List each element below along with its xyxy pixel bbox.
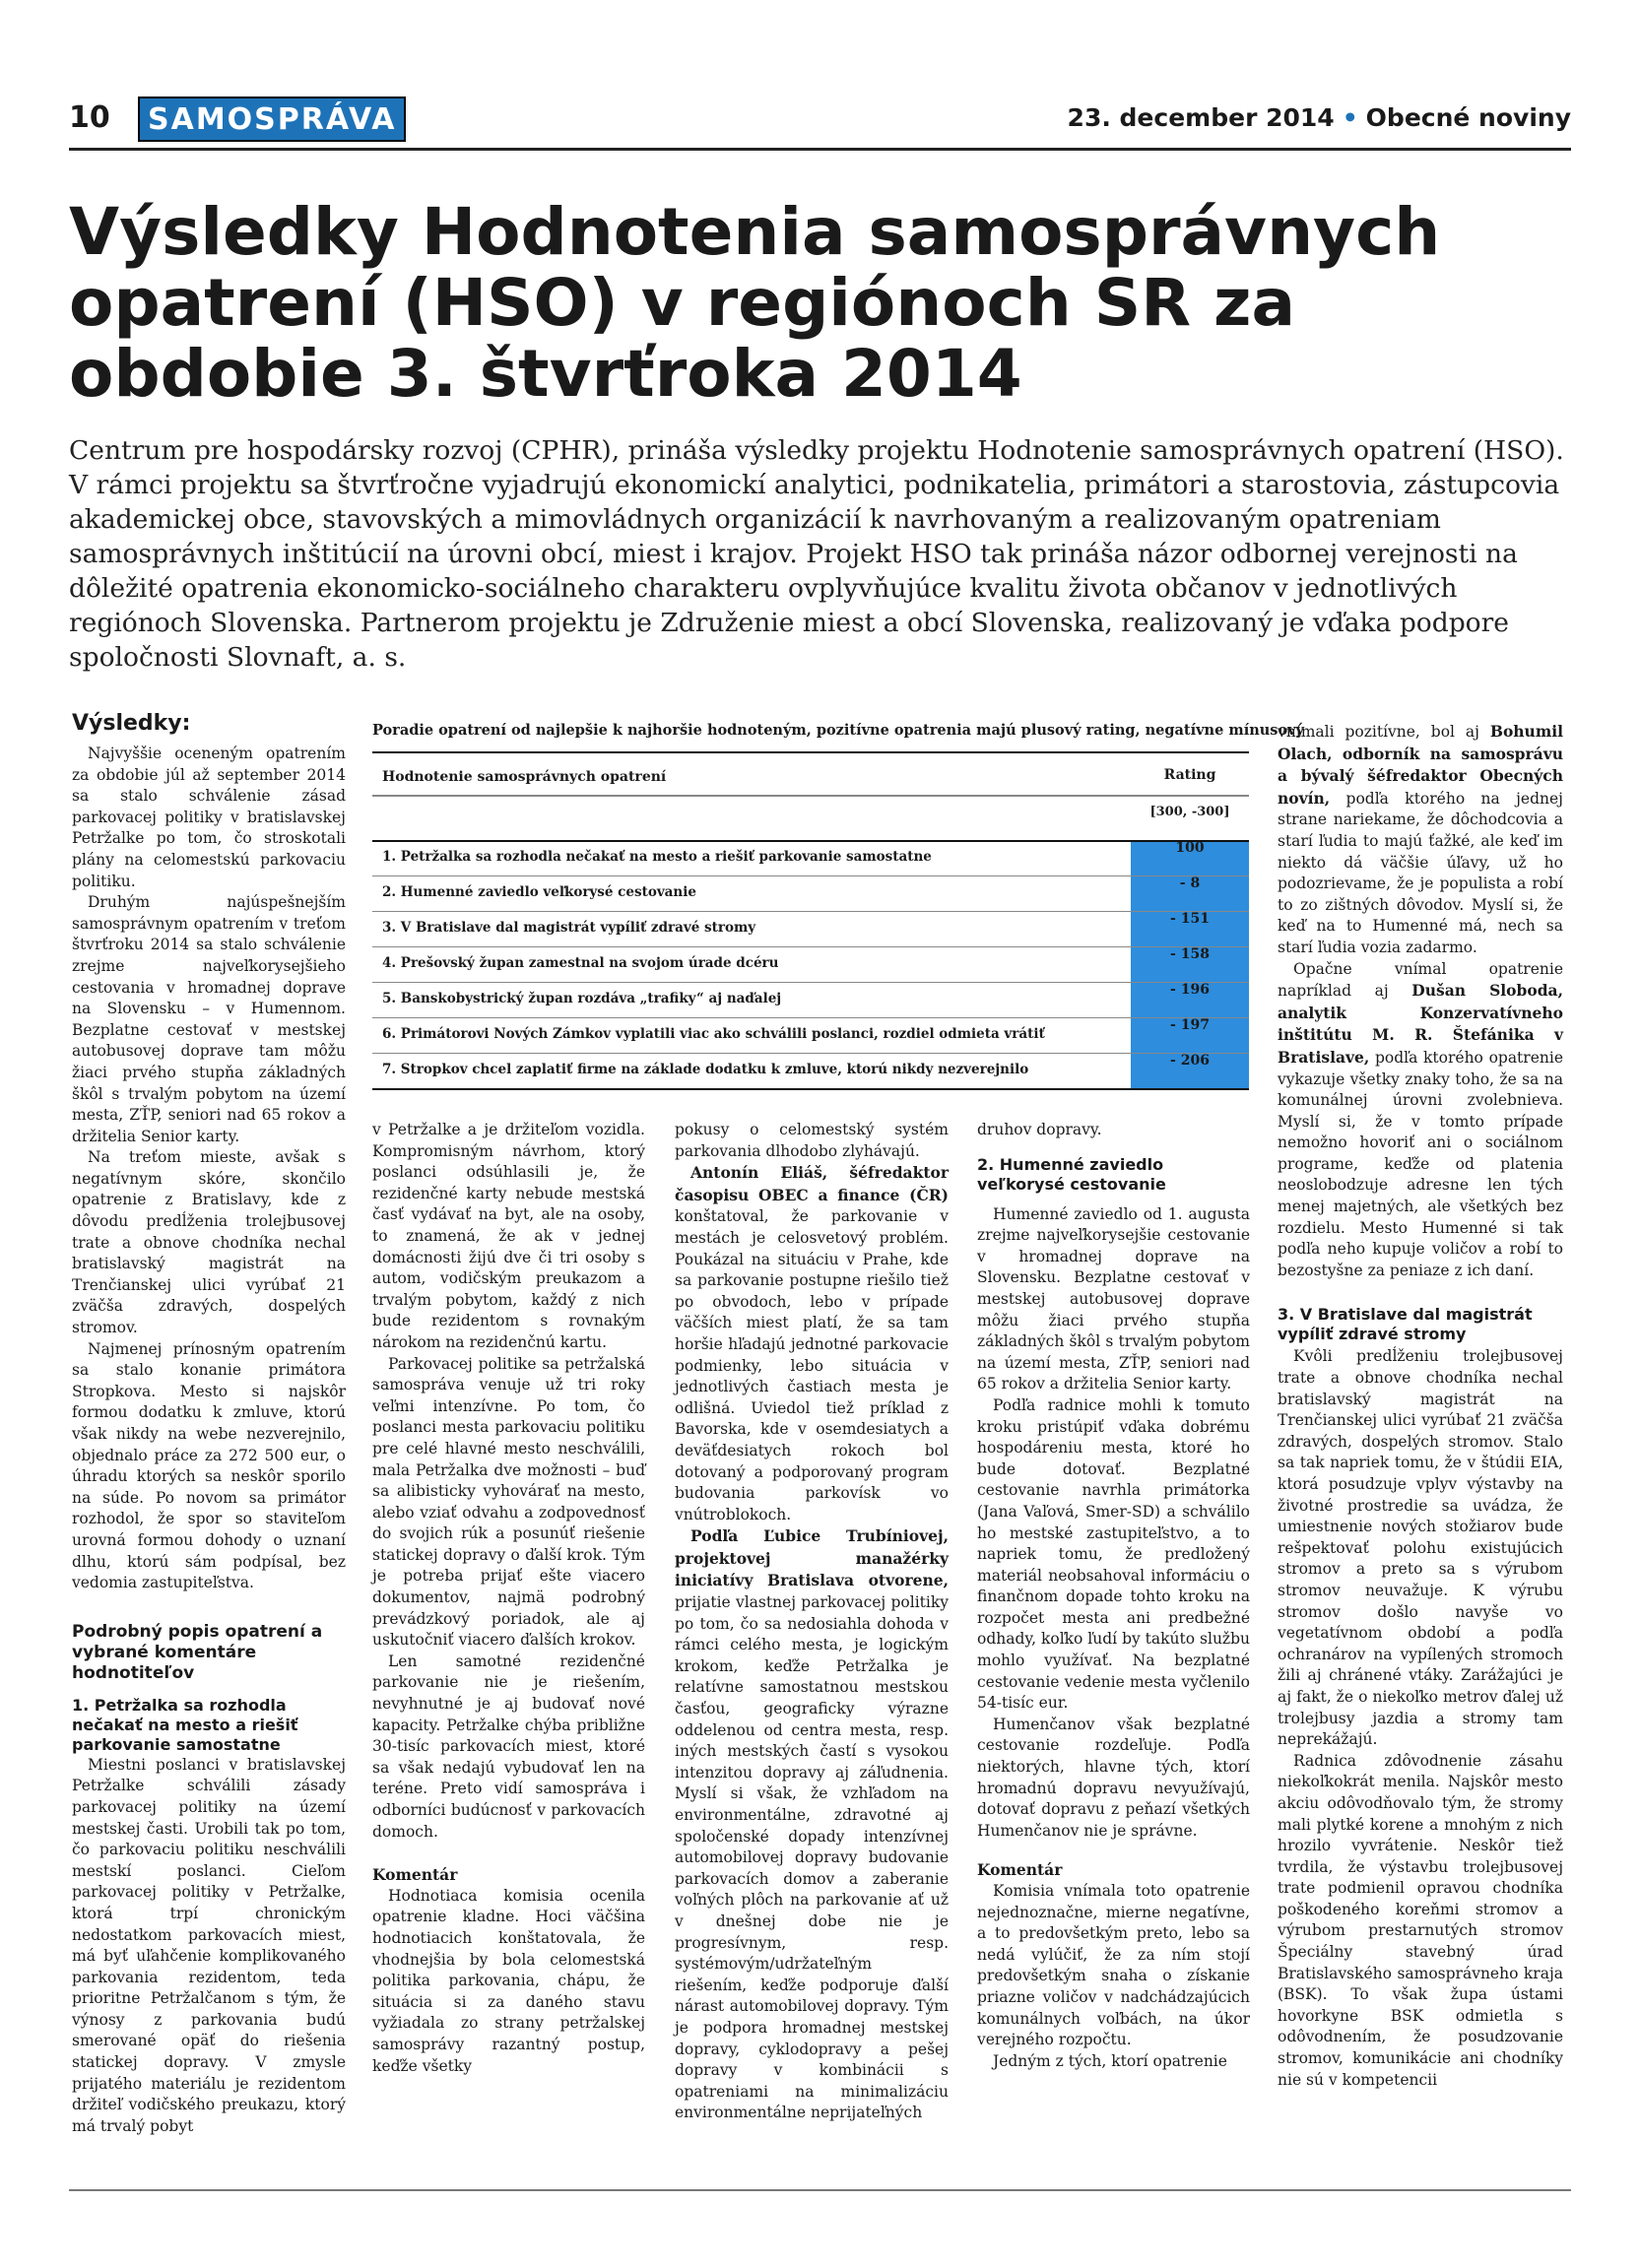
row-rating: - 197 xyxy=(1170,1017,1210,1033)
paragraph xyxy=(1278,721,1563,959)
row-rating: - 151 xyxy=(1170,911,1210,927)
item-heading: 2. Humenné zaviedlo veľkorysé cestovanie xyxy=(977,1154,1166,1194)
row-label: 4. Prešovský župan zamestnal na svojom úrade dcéru xyxy=(382,955,779,971)
row-rating: 100 xyxy=(1175,840,1205,856)
rating-table xyxy=(372,751,1249,1088)
quote-author: Podľa Ľubice Trubíniovej, projektovej manažérky iniciatívy Bratislava otvorene, xyxy=(675,1526,949,1590)
row-label: 3. V Bratislave dal magistrát vypíliť zdravé stromy xyxy=(382,920,756,936)
paragraph: Jedným z tých, ktorí opatrenie xyxy=(993,2051,1227,2070)
paragraph: Na treťom mieste, avšak s negatívnym skóre, skončilo opatrenie z Bratislavy, kde z dôvodu predĺženia trolejbusovej trate a obnove chodníka nechal bratislavský magistrát na Trenčianskej ulici vyrúbať 21 zväčša zdravých, dospelých stromov. xyxy=(72,1148,346,1337)
paragraph-text: prijatie vlastnej parkovacej politiky po tom, čo sa nedosiahla dohoda v rámci celého mesta, je logickým krokom, keďže Petržalka je relatívne samostatnou mestskou časťou, geograficky výrazne oddelenou od centra mesta, resp. iných mestských častí s vysokou intenzitou dopravy aj záľudnenia. Myslí si však, že vzhľadom na environmentálne, zdravotné aj spoločenské dopady intenzívnej automobilovej dopravy budovanie parkovacích domov a zaberanie voľných plôch na parkovanie ať už v dnešnej dobe nie je progresívnym, resp. systémovým/udržateľným riešením, keďže podporuje ďalší nárast automobilovej dopravy. Tým je podpora hromadnej mestskej dopravy, cyklodopravy a pešej dopravy v kombinácii s opatreniami na minimalizáciu environmentálne neprijateľných xyxy=(675,1593,949,2122)
paragraph: Kvôli predĺženiu trolejbusovej trate a obnove chodníka nechal bratislavský magistrát na Trenčianskej ulici vyrúbať 21 zväčša zdravých, dospelých stromov. Stalo sa tak napriek tomu, že v štúdii EIA, ktorá posudzuje vplyv výstavby na životné prostredie sa uvádza, že umiestnenie nových stožiarov bude rešpektovať polohu existujúcich stromov a preto sa s výrubom stromov neuvažuje. K výrubu stromov došlo navyše vo vegetatívnom období a podľa ochranárov na vypílených stromoch žili aj chránené vtáky. Zarážajúci je aj fakt, že o niekoľko metrov ďalej už trolejbusy jazdia a stromy tam neprekážajú. xyxy=(1278,1347,1563,1749)
section-label: SAMOSPRÁVA xyxy=(138,97,406,142)
header-rule xyxy=(69,148,1571,151)
table-row xyxy=(372,946,1249,983)
table-row xyxy=(372,840,1249,876)
row-label: 6. Primátorovi Nových Zámkov vyplatili viac ako schválili poslanci, rozdiel odmieta vrátiť xyxy=(382,1026,1045,1042)
item-heading: 3. V Bratislave dal magistrát vypíliť zdravé stromy xyxy=(1278,1305,1533,1344)
column-1 xyxy=(72,744,346,2137)
table-header xyxy=(372,751,1249,842)
table-col-title: Hodnotenie samosprávnych opatrení xyxy=(382,769,667,785)
table-row xyxy=(372,911,1249,947)
paragraph: pokusy o celomestský systém parkovania dlhodobo zlyhávajú. xyxy=(675,1121,949,1160)
dateline xyxy=(1068,103,1571,132)
row-rating: - 158 xyxy=(1170,946,1210,962)
paragraph: Najmenej prínosným opatrením sa stalo konanie primátora Stropkova. Mesto si najskôr formou dodatku k zmluve, ktorú však nikdy na webe nezverejnilo, objednalo práce za 272 500 eur, o úhradu ktorých sa neskôr sporilo na súde. Po novom sa primátor rozhodol, že spor so staviteľom urovná formou dohody o uznaní dlhu, ktorú sám podpísal, bez vedomia zastupiteľstva. xyxy=(72,1339,346,1592)
row-label: 7. Stropkov chcel zaplatiť firme na základe dodatku k zmluve, ktorú nikdy nezverejnilo xyxy=(382,1062,1029,1077)
issue-date: 23. december 2014 xyxy=(1067,103,1335,132)
comment-heading: Komentár xyxy=(977,1860,1063,1880)
table-caption: Poradie opatrení od najlepšie k najhoršie hodnoteným, pozitívne opatrenia majú plusový rating, negatívne mínusový xyxy=(372,722,1304,739)
table-col-rating: Rating xyxy=(1163,767,1216,783)
item-heading: 1. Petržalka sa rozhodla nečakať na mesto a riešiť parkovanie samostatne xyxy=(72,1695,298,1754)
article-headline: Výsledky Hodnotenia samosprávnych opatrení (HSO) v regiónoch SR za obdobie 3. štvrťroka 2014 xyxy=(69,194,1441,412)
paragraph: Druhým najúspešnejším samosprávnym opatrením v treťom štvrťroku 2014 sa stalo schválenie zrejme najveľkorysejšieho cestovania v hromadnej doprave na Slovensku – v Humennom. Bezplatne cestovať v mestskej autobusovej doprave tam môžu žiaci prvého stupňa základných škôl s trvalým pobytom na území mesta, ZŤP, seniori nad 65 rokov a držitelia Senior karty. xyxy=(72,893,346,1145)
paragraph-text: konštatoval, že parkovanie v mestách je celosvetový problém. Poukázal na situáciu v Prahe, kde sa parkovanie postupne riešilo tiež po obvodoch, lebo v prípade väčších miest platí, že sa tam horšie hľadajú jednotné parkovacie podmienky, lebo situácia v jednotlivých častiach mesta je odlišná. Uviedol tiež príklad z Bavorska, kde v osemdesiatych a deväťdesiatych rokoch bol dotovaný a podporovaný program budovania parkovísk vo vnútroblokoch. xyxy=(675,1207,949,1523)
results-heading: Výsledky: xyxy=(72,711,191,736)
paragraph: Radnica zdôvodnenie zásahu niekoľkokrát menila. Najskôr mesto akciu odôvodňovalo tým, že stromy mali plytké korene a mnohým z nich hrozilo vyvrátenie. Neskôr tiež tvrdila, že výstavbu trolejbusovej trate podmienil opravou chodníka poškodeného koreňmi stromov a výrubom prestarnutých stromov Špeciálny stavebný úrad Bratislavského samosprávneho kraja (BSK). To však župa ústami hovorkyne BSK odmietla s odôvodnením, že posudzovanie stromov, komunikácie ani chodníky nie sú v kompetencii xyxy=(1278,1751,1563,2089)
quote-author: Bohumil Olach, odborník na samosprávu a bývalý šéfredaktor Obecných novín, xyxy=(1278,722,1563,808)
table-row xyxy=(372,875,1249,912)
article-lead: Centrum pre hospodársky rozvoj (CPHR), prináša výsledky projektu Hodnotenie samosprávnych opatrení (HSO). V rámci projektu sa štvrťročne vyjadrujú ekonomickí analytici, podnikatelia, primátori a starostovia, zástupcovia akademickej obce, stavovských a mimovládnych organizácií k navrhovaným a realizovaným opatreniam samosprávnych inštitúcií na úrovni obcí, miest i krajov. Projekt HSO tak prináša názor odbornej verejnosti na dôležité opatrenia ekonomicko-sociálneho charakteru ovplyvňujúce kvalitu života občanov v jednotlivých regiónoch Slovenska. Partnerom projektu je Združenie miest a obcí Slovenska, realizovaný je vďaka podpore spoločnosti Slovnaft, a. s. xyxy=(69,435,1564,673)
table-row xyxy=(372,1017,1249,1054)
table-row xyxy=(372,1053,1249,1090)
section-subheading: Podrobný popis opatrení a vybrané komentáre hodnotiteľov xyxy=(72,1621,323,1683)
paragraph: Parkovacej politike sa petržalská samospráva venuje už tri roky veľmi intenzívne. Po tom, čo poslanci mesta parkovaciu politiku pre celé hlavné mesto neschválili, mala Petržalka dve možnosti – buď sa alibisticky vyhovárať na mesto, alebo vziať odvahu a zodpovednosť do svojich rúk a posunúť riešenie statickej dopravy o ďalší krok. Tým je potreba prijať ešte viacero dokumentov, najmä podrobný prevádzkový poriadok, ale aj uskutočniť viacero ďalších krokov. xyxy=(372,1354,645,1650)
paragraph: Humenné zaviedlo od 1. augusta zrejme najveľkorysejšie cestovanie v hromadnej doprave na Slovensku. Bezplatne cestovať v mestskej autobusovej doprave môžu žiaci prvého stupňa základných škôl s trvalým pobytom na území mesta, ZŤP, seniori nad 65 rokov a držitelia Senior karty. xyxy=(977,1204,1250,1393)
paragraph: Miestni poslanci v bratislavskej Petržalke schválili zásady parkovacej politiky na území mestskej časti. Urobili tak po tom, čo parkovaciu politiku neschválili mestskí poslanci. Cieľom parkovacej politiky v Petržalke, ktorá trpí chronickým nedostatkom parkovacích miest, má byť uľahčenie komplikovaného parkovania rezidentom, teda prioritne Petržalčanom s tým, že výnosy z parkovania budú smerované opäť do riešenia statickej dopravy. V zmysle prijatého materiálu je rezidentom držiteľ vodičského preukazu, ktorý má trvalý pobyt xyxy=(72,1755,346,2135)
row-label: 2. Humenné zaviedlo veľkorysé cestovanie xyxy=(382,884,696,900)
paragraph: Humenčanov však bezplatné cestovanie rozdeľuje. Podľa niektorých, hlavne tých, ktorí hromadnú dopravu nevyužívajú, dotovať dopravu z peňazí všetkých Humenčanov nie je správne. xyxy=(977,1715,1250,1840)
paragraph: Najvyššie oceneným opatrením za obdobie júl až september 2014 sa stalo schválenie zásad parkovacej politiky v bratislavskej Petržalke po tom, čo stroskotali plány na celomestskú parkovaciu politiku. xyxy=(72,745,346,890)
column-4 xyxy=(977,1120,1250,2072)
row-rating: - 196 xyxy=(1170,982,1210,998)
paragraph: druhov dopravy. xyxy=(977,1121,1102,1138)
column-3 xyxy=(675,1120,949,2124)
paragraph xyxy=(1278,959,1563,1282)
comment-heading: Komentár xyxy=(372,1865,458,1885)
quote-author: Dušan Sloboda, analytik Konzervatívneho inštitútu M. R. Štefánika v Bratislave, xyxy=(1278,981,1563,1067)
dateline-separator: • xyxy=(1342,103,1358,132)
paragraph-text: podľa ktorého opatrenie vykazuje všetky znaky toho, že sa na komunálnej úrovni zvolebnieva. Myslí si, že v tomto prípade nemožno hovoriť ani o sociálnom programe, keďže od platenia neoslobodzuje adresne len tých menej majetných, ale všetkých bez rozdielu. Mesto Humenné si tak podľa neho kupuje voličov a robí to bezostyšne za peniaze z ich daní. xyxy=(1278,1048,1563,1279)
paragraph: Len samotné rezidenčné parkovanie nie je riešením, nevyhnutné je aj budovať nové kapacity. Petržalke chýba približne 30-tisíc parkovacích miest, ktoré sa však nedajú vybudovať len na teréne. Preto vidí samospráva i odborníci budúcnosť v parkovacích domoch. xyxy=(372,1652,645,1841)
paragraph-text: podľa ktorého na jednej strane nariekame, že dôchodcovia a starí ľudia to majú ťažké, ale keď im niekto dá väčšie úľavy, už ho podozrievame, že je populista a robí to zo zištných dôvodov. Myslí si, že keď na to Humenné má, nech sa starí ľudia vozia zadarmo. xyxy=(1278,789,1563,956)
paragraph: v Petržalke a je držiteľom vozidla. Kompromisným návrhom, ktorý poslanci odsúhlasili je, že rezidenčné karty nebude mestská časť vydávať na byt, ale na osoby, to znamená, že ak v jednej domácnosti žijú dve či tri osoby s autom, vodičským preukazom a trvalým pobytom, každý z nich bude rezidentom s rovnakým nárokom na rezidenčnú kartu. xyxy=(372,1121,645,1351)
paragraph: Podľa radnice mohli k tomuto kroku pristúpiť vďaka dobrému hospodáreniu mesta, ktoré ho bude dotovať. Bezplatné cestovanie navrhla primátorka (Jana Vaľová, Smer-SD) a schválilo ho mestské zastupiteľstvo, a to napriek tomu, že predložený materiál neobsahoval informáciu o finančnom dopade tohto kroku na rozpočet mesta ani predbežné odhady, koľko ľudí by takúto službu mohlo využívať. Na bezplatné cestovanie vedenie mesta vyčlenilo 54-tisíc eur. xyxy=(977,1395,1250,1713)
paragraph: Komisia vnímala toto opatrenie nejednoznačne, mierne negatívne, a to predovšetkým preto, lebo sa nedá vylúčiť, že za ním stojí predovšetkým snaha o získanie priazne voličov v nadchádzajúcich komunálnych voľbách, na úkor verejného rozpočtu. xyxy=(977,1882,1250,2049)
column-5 xyxy=(1278,721,1563,2091)
row-label: 1. Petržalka sa rozhodla nečakať na mesto a riešiť parkovanie samostatne xyxy=(382,849,932,865)
page-number: 10 xyxy=(69,100,110,135)
table-row xyxy=(372,982,1249,1018)
column-2 xyxy=(372,1120,645,2077)
footer-rule xyxy=(69,2189,1571,2191)
paragraph: Hodnotiaca komisia ocenila opatrenie kladne. Hoci väčšina hodnotiacich konštatovala, že vhodnejšia by bola celomestská politika parkovania, chápu, že situácia si za daného stavu vyžiadala zo strany petržalskej samosprávy razantný postup, keďže všetky xyxy=(372,1886,645,2075)
table-divider xyxy=(372,795,1249,797)
row-rating: - 8 xyxy=(1179,875,1201,891)
row-rating: - 206 xyxy=(1170,1053,1210,1069)
rating-range: [300, -300] xyxy=(1149,805,1230,819)
paragraph xyxy=(675,1162,949,1525)
paragraph-text: Opačne vnímal opatrenie napríklad aj xyxy=(1278,959,1563,1001)
paragraph xyxy=(675,1525,949,2124)
quote-author: Antonín Eliáš, šéfredaktor časopisu OBEC a finance (ČR) xyxy=(675,1163,949,1204)
paragraph-text: vnímali pozitívne, bol aj xyxy=(1278,723,1490,741)
publication-name: Obecné noviny xyxy=(1365,103,1571,132)
row-label: 5. Banskobystrický župan rozdáva „trafiky“ aj naďalej xyxy=(382,991,782,1006)
